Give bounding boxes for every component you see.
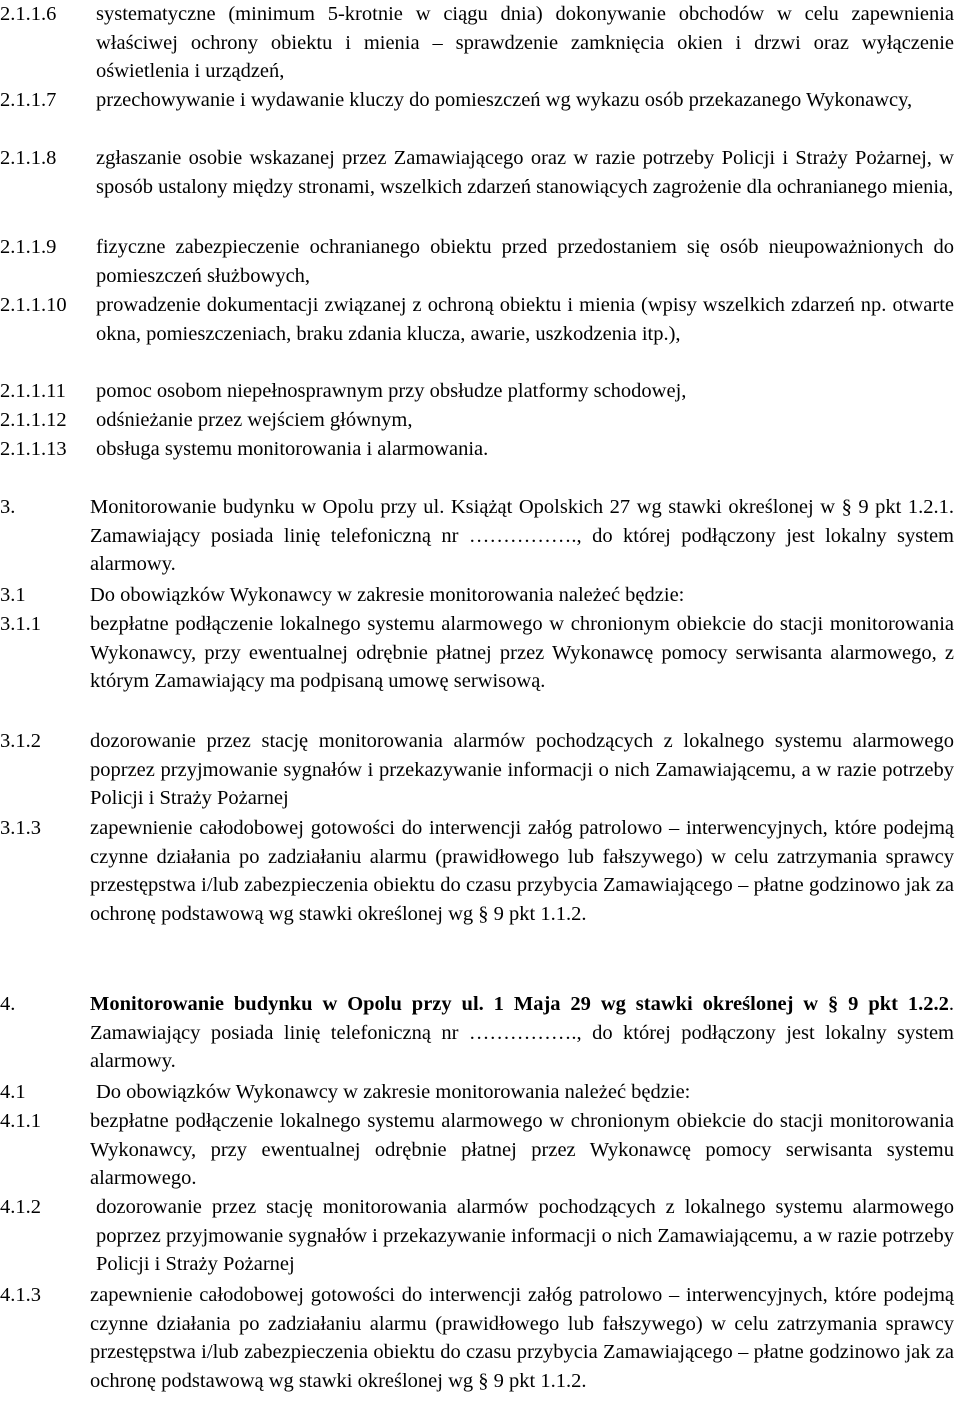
item-text: Do obowiązków Wykonawcy w zakresie monitorowania należeć będzie: xyxy=(96,1081,691,1103)
list-item xyxy=(0,233,960,290)
item-number: 4.1.1 xyxy=(0,1110,41,1132)
list-item xyxy=(0,435,960,464)
item-number: 2.1.1.13 xyxy=(0,438,67,460)
item-text: odśnieżanie przez wejściem głównym, xyxy=(96,409,413,431)
item-text: zapewnienie całodobowej gotowości do interwencji załóg patrolowo – interwencyjnych, które podejmą czynne działania po zadziałaniu alarmu (prawidłowego lub fałszywego) w celu zatrzymania sprawcy przestępstwa i/lub zabezpieczenia obiektu do czasu przybycia Zamawiającego – płatne godzinowo jak za ochronę podstawową wg stawki określonej wg § 9 pkt 1.1.2. xyxy=(90,1284,954,1392)
list-item xyxy=(0,1078,960,1107)
list-item xyxy=(0,406,960,435)
item-number: 2.1.1.9 xyxy=(0,236,57,258)
item-number: 4.1.3 xyxy=(0,1284,41,1306)
section-text: Monitorowanie budynku w Opolu przy ul. Książąt Opolskich 27 wg stawki określonej w § 9 pkt 1.2.1. Zamawiający posiada linię telefoniczną nr ……………., do której podłączony jest lokalny system alarmowy. xyxy=(90,496,954,575)
item-number: 3.1.3 xyxy=(0,817,41,839)
item-text: bezpłatne podłączenie lokalnego systemu alarmowego w chronionym obiekcie do stacji monitorowania Wykonawcy, przy ewentualnej odrębnie płatnej przez Wykonawcę pomocy serwisanta alarmowego, z którym Zamawiający ma podpisaną umowę serwisową. xyxy=(90,613,954,692)
list-item xyxy=(0,1107,960,1193)
item-text: prowadzenie dokumentacji związanej z ochroną obiektu i mienia (wpisy wszelkich zdarzeń np. otwarte okna, pomieszczeniach, braku zdania klucza, awarie, uszkodzenia itp.), xyxy=(96,294,954,345)
item-number: 3.1.2 xyxy=(0,730,41,752)
item-number: 2.1.1.8 xyxy=(0,147,57,169)
item-number: 2.1.1.7 xyxy=(0,89,57,111)
item-text: bezpłatne podłączenie lokalnego systemu alarmowego w chronionym obiekcie do stacji monitorowania Wykonawcy, przy ewentualnej odrębnie płatnej przez Wykonawcę pomocy serwisanta systemu alarmowego. xyxy=(90,1110,954,1189)
section-number: 3. xyxy=(0,496,16,518)
list-item xyxy=(0,1281,960,1395)
list-item xyxy=(0,814,960,928)
item-text: fizyczne zabezpieczenie ochranianego obiektu przed przedostaniem się osób nieupoważnionych do pomieszczeń służbowych, xyxy=(96,236,954,287)
list-item xyxy=(0,0,960,86)
item-text: dozorowanie przez stację monitorowania alarmów pochodzących z lokalnego systemu alarmowego poprzez przyjmowanie sygnałów i przekazywanie informacji o nich Zamawiającemu, a w razie potrzeby Policji i Straży Pożarnej xyxy=(90,730,954,809)
section-number: 4. xyxy=(0,993,16,1015)
list-item xyxy=(0,1193,960,1279)
item-text: zapewnienie całodobowej gotowości do interwencji załóg patrolowo – interwencyjnych, które podejmą czynne działania po zadziałaniu alarmu (prawidłowego lub fałszywego) w celu zatrzymania sprawcy przestępstwa i/lub zabezpieczenia obiektu do czasu przybycia Zamawiającego – płatne godzinowo jak za ochronę podstawową wg stawki określonej wg § 9 pkt 1.1.2. xyxy=(90,817,954,925)
list-item xyxy=(0,144,960,201)
item-text: dozorowanie przez stację monitorowania alarmów pochodzących z lokalnego systemu alarmowego poprzez przyjmowanie sygnałów i przekazywanie informacji o nich Zamawiającemu, a w razie potrzeby Policji i Straży Pożarnej xyxy=(96,1196,954,1275)
section-heading xyxy=(0,493,960,579)
section-title: Monitorowanie budynku w Opolu przy ul. 1 Maja 29 wg stawki określonej w § 9 pkt 1.2.2 xyxy=(90,993,949,1015)
item-number: 2.1.1.6 xyxy=(0,3,57,25)
list-item xyxy=(0,581,960,610)
item-number: 4.1 xyxy=(0,1081,26,1103)
item-number: 3.1.1 xyxy=(0,613,41,635)
item-number: 2.1.1.10 xyxy=(0,294,67,316)
item-number: 3.1 xyxy=(0,584,26,606)
item-text: systematyczne (minimum 5-krotnie w ciągu dnia) dokonywanie obchodów w celu zapewnienia właściwej ochrony obiektu i mienia – sprawdzenie zamknięcia okien i drzwi oraz wyłączenie oświetlenia i urządzeń, xyxy=(96,3,954,82)
item-text: obsługa systemu monitorowania i alarmowania. xyxy=(96,438,489,460)
section-text: . Zamawiający posiada linię telefoniczną nr ……………., do której podłączony jest lokalny system alarmowy. xyxy=(90,993,954,1072)
list-item xyxy=(0,291,960,348)
list-item xyxy=(0,377,960,406)
item-number: 4.1.2 xyxy=(0,1196,41,1218)
item-text: Do obowiązków Wykonawcy w zakresie monitorowania należeć będzie: xyxy=(90,584,685,606)
list-item xyxy=(0,610,960,696)
item-text: pomoc osobom niepełnosprawnym przy obsłudze platformy schodowej, xyxy=(96,380,687,402)
item-number: 2.1.1.11 xyxy=(0,380,66,402)
item-number: 2.1.1.12 xyxy=(0,409,67,431)
list-item xyxy=(0,86,960,115)
item-text: zgłaszanie osobie wskazanej przez Zamawiającego oraz w razie potrzeby Policji i Straży Pożarnej, w sposób ustalony między stronami, wszelkich zdarzeń stanowiących zagrożenie dla ochranianego mienia, xyxy=(96,147,954,198)
section-heading xyxy=(0,990,960,1076)
list-item xyxy=(0,727,960,813)
item-text: przechowywanie i wydawanie kluczy do pomieszczeń wg wykazu osób przekazanego Wykonawcy, xyxy=(96,89,913,111)
